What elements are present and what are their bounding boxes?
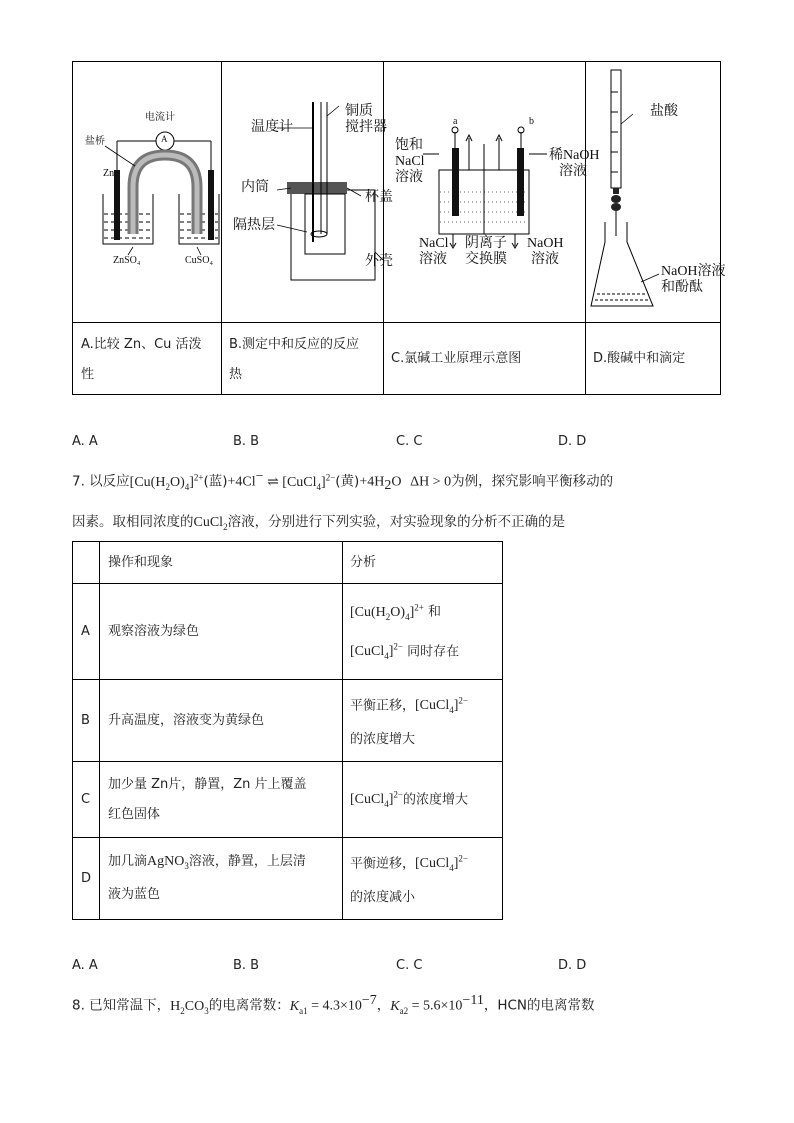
q7-table xyxy=(72,541,503,920)
caption-b: B.测定中和反应的反应 热 xyxy=(229,337,360,382)
q6-option-b[interactable]: B. B xyxy=(233,434,260,449)
table-row xyxy=(73,762,503,838)
stirrer-label-2: 搅拌器 xyxy=(345,120,387,135)
ammeter-label: 电流计 xyxy=(145,112,175,123)
figure-table xyxy=(72,61,726,395)
table-row xyxy=(73,680,503,762)
row-operation: 升高温度，溶液变为黄绿色 xyxy=(100,680,343,762)
znso4-label: ZnSO₄ xyxy=(113,255,141,266)
nacl-out-label-2: 溶液 xyxy=(419,252,447,267)
row-operation: 观察溶液为绿色 xyxy=(100,584,343,680)
electrode-a-label: a xyxy=(453,116,458,127)
caption-c: C.氯碱工业原理示意图 xyxy=(391,351,522,366)
galvanic-cell-diagram xyxy=(73,62,221,322)
zn-label: Zn xyxy=(103,168,115,179)
row-analysis: [CuCl$_4$]$^{2-}$的浓度增大 xyxy=(343,762,503,838)
header-operation: 操作和现象 xyxy=(100,542,343,584)
insulation-label: 隔热层 xyxy=(233,218,275,233)
outer-shell-label: 外壳 xyxy=(365,254,393,269)
row-key: C xyxy=(73,762,100,838)
cuso4-label: CuSO₄ xyxy=(185,255,213,266)
lid-label: 杯盖 xyxy=(365,190,393,205)
nacl-out-label-1: NaCl xyxy=(419,236,449,251)
q7-option-a[interactable]: A. A xyxy=(72,958,98,973)
q6-option-c[interactable]: C. C xyxy=(396,434,423,449)
header-analysis: 分析 xyxy=(343,542,503,584)
naoh-phenolphthalein-label-1: NaOH溶液 xyxy=(661,264,726,279)
row-key: D xyxy=(73,838,100,920)
electrode-b-label: b xyxy=(529,116,534,127)
chlor-alkali-cell-diagram xyxy=(383,62,600,322)
q8-stem: 8. 已知常温下，$H_2CO_3$的电离常数：$K_{a1} = 4.3\times 10^{-7}$，$K_{a2} = 5.6\times 10^{-11}$，HCN的电离常数 xyxy=(72,993,595,1016)
q7-option-b[interactable]: B. B xyxy=(233,958,260,973)
inner-cylinder-label: 内筒 xyxy=(241,180,269,195)
table-header-row xyxy=(73,542,503,584)
membrane-label-2: 交换膜 xyxy=(465,252,507,267)
row-operation: 加几滴AgNO$_3$溶液，静置，上层清 液为蓝色 xyxy=(100,838,343,920)
naoh-phenolphthalein-label-2: 和酚酞 xyxy=(661,280,703,295)
stirrer-label-1: 铜质 xyxy=(345,104,373,119)
row-analysis: $[Cu(H_2O)_4]^{2+}$ 和 [CuCl$_4$]$^{2-}$ 同时存在 xyxy=(343,584,503,680)
saturated-label-2: NaCl xyxy=(395,154,425,169)
thermometer-label: 温度计 xyxy=(251,120,293,135)
saturated-label-1: 饱和 xyxy=(395,138,423,153)
table-row xyxy=(73,838,503,920)
salt-bridge-label: 盐桥 xyxy=(85,136,105,147)
row-analysis: 平衡正移，[CuCl$_4$]$^{2-}$ 的浓度增大 xyxy=(343,680,503,762)
q7-stem-line1: 7. 以反应$[Cu(H_2O)_4]^{2+}$(蓝)+4Cl− ⇌ [CuCl$_4$]$^{2-}$(黄)$+4H_2O$ ΔH > 0为例，探究影响平衡移动的 xyxy=(72,469,614,494)
q6-option-d[interactable]: D. D xyxy=(558,434,587,449)
q7-option-c[interactable]: C. C xyxy=(396,958,423,973)
naoh-out-label-1: NaOH xyxy=(527,236,564,251)
dilute-naoh-label-2: 溶液 xyxy=(559,164,587,179)
naoh-out-label-2: 溶液 xyxy=(531,252,559,267)
row-operation: 加少量 Zn片，静置，Zn 片上覆盖 红色固体 xyxy=(100,762,343,838)
q7-stem-line2: 因素。取相同浓度的CuCl$_2$溶液，分别进行下列实验，对实验现象的分析不正确的是 xyxy=(72,514,566,532)
table-row xyxy=(73,584,503,680)
saturated-label-3: 溶液 xyxy=(395,170,423,185)
q6-option-a[interactable]: A. A xyxy=(72,434,98,449)
ammeter-symbol: A xyxy=(161,134,168,144)
row-key: B xyxy=(73,680,100,762)
caption-d: D.酸碱中和滴定 xyxy=(593,351,686,366)
row-key: A xyxy=(73,584,100,680)
caption-a: A.比较 Zn、Cu 活泼 性 xyxy=(81,337,202,382)
row-analysis: 平衡逆移，[CuCl$_4$]$^{2-}$ 的浓度减小 xyxy=(343,838,503,920)
q7-option-d[interactable]: D. D xyxy=(558,958,587,973)
membrane-label-1: 阴离子 xyxy=(465,236,507,251)
dilute-naoh-label-1: 稀NaOH xyxy=(549,148,600,163)
hcl-label: 盐酸 xyxy=(650,104,678,119)
